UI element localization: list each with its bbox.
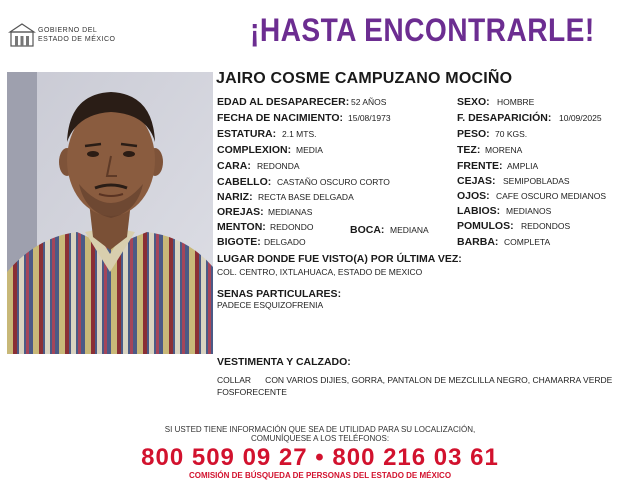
orejas-label: OREJAS: xyxy=(217,206,264,218)
sexo-label: SEXO: xyxy=(457,96,490,108)
cejas-value: SEMIPOBLADAS xyxy=(503,176,570,186)
menton-label: MENTON: xyxy=(217,221,266,233)
cara-label: CARA: xyxy=(217,160,251,172)
complexion-label: COMPLEXION: xyxy=(217,144,292,156)
boca-value: MEDIANA xyxy=(390,225,429,235)
menton-value: REDONDO xyxy=(270,222,314,232)
gov-line-2: ESTADO DE MÉXICO xyxy=(38,36,116,43)
person-name: JAIRO COSME CAMPUZANO MOCIÑO xyxy=(216,70,513,87)
contact-note-line-2: COMUNÍQUESE A LOS TELÉFONOS: xyxy=(250,434,390,443)
nacimiento-label: FECHA DE NACIMIENTO: xyxy=(217,112,343,124)
boca-label: BOCA: xyxy=(350,224,385,236)
pomulos-value: REDONDOS xyxy=(521,221,571,231)
cabello-value: CASTAÑO OSCURO CORTO xyxy=(277,177,390,187)
person-photo xyxy=(7,72,213,354)
cara-value: REDONDA xyxy=(257,161,300,171)
contact-note-line-1: SI USTED TIENE INFORMACIÓN QUE SEA DE UTILIDAD PARA SU LOCALIZACIÓN, xyxy=(164,425,476,434)
phone-numbers xyxy=(0,444,640,472)
complexion-value: MEDIA xyxy=(296,145,323,155)
location-label: LUGAR DONDE FUE VISTO(A) POR ÚLTIMA VEZ: xyxy=(217,253,462,265)
clothing-value: COLLAR CON VARIOS DIJIES, GORRA, PANTALON DE MEZCLILLA NEGRO, CHAMARRA VERDE FOSFORECENTE xyxy=(217,375,615,397)
estatura-value: 2.1 MTS. xyxy=(282,129,317,139)
edad-value: 52 AÑOS xyxy=(351,97,387,107)
nariz-label: NARIZ: xyxy=(217,191,253,203)
frente-value: AMPLIA xyxy=(507,161,539,171)
barba-value: COMPLETA xyxy=(504,237,551,247)
tez-label: TEZ: xyxy=(457,144,481,156)
desaparicion-value: 10/09/2025 xyxy=(559,113,602,123)
desaparicion-label: F. DESAPARICIÓN: xyxy=(457,112,552,124)
cabello-label: CABELLO: xyxy=(217,176,272,188)
phone-separator: • xyxy=(315,444,325,471)
nariz-value: RECTA BASE DELGADA xyxy=(258,192,354,202)
labios-label: LABIOS: xyxy=(457,205,501,217)
state-seal-icon xyxy=(8,22,36,50)
barba-label: BARBA: xyxy=(457,236,499,248)
commission-name: COMISIÓN DE BÚSQUEDA DE PERSONAS DEL ESTADO DE MÉXICO xyxy=(188,471,452,480)
pomulos-label: POMULOS: xyxy=(457,220,514,232)
government-logo xyxy=(8,22,128,50)
marks-label: SENAS PARTICULARES: xyxy=(217,288,342,300)
bigote-value: DELGADO xyxy=(264,237,306,247)
clothing-label: VESTIMENTA Y CALZADO: xyxy=(217,356,351,368)
peso-label: PESO: xyxy=(457,128,490,140)
ojos-label: OJOS: xyxy=(457,190,490,202)
ojos-value: CAFE OSCURO MEDIANOS xyxy=(496,191,607,201)
labios-value: MEDIANOS xyxy=(506,206,552,216)
estatura-label: ESTATURA: xyxy=(217,128,277,140)
edad-label: EDAD AL DESAPARECER: xyxy=(217,96,350,108)
orejas-value: MEDIANAS xyxy=(268,207,313,217)
tez-value: MORENA xyxy=(485,145,523,155)
peso-value: 70 KGS. xyxy=(495,129,528,139)
frente-label: FRENTE: xyxy=(457,160,503,172)
nacimiento-value: 15/08/1973 xyxy=(348,113,391,123)
gov-line-1: GOBIERNO DEL xyxy=(38,27,98,34)
location-value: COL. CENTRO, IXTLAHUACA, ESTADO DE MEXICO xyxy=(217,267,423,277)
marks-value: PADECE ESQUIZOFRENIA xyxy=(217,300,324,310)
sexo-value: HOMBRE xyxy=(497,97,535,107)
bigote-label: BIGOTE: xyxy=(217,236,261,248)
cejas-label: CEJAS: xyxy=(457,175,496,187)
phone-number-1[interactable]: 800 509 09 27 xyxy=(141,444,308,471)
phone-number-2[interactable]: 800 216 03 61 xyxy=(332,444,499,471)
headline: ¡HASTA ENCONTRARLE! xyxy=(250,12,595,48)
